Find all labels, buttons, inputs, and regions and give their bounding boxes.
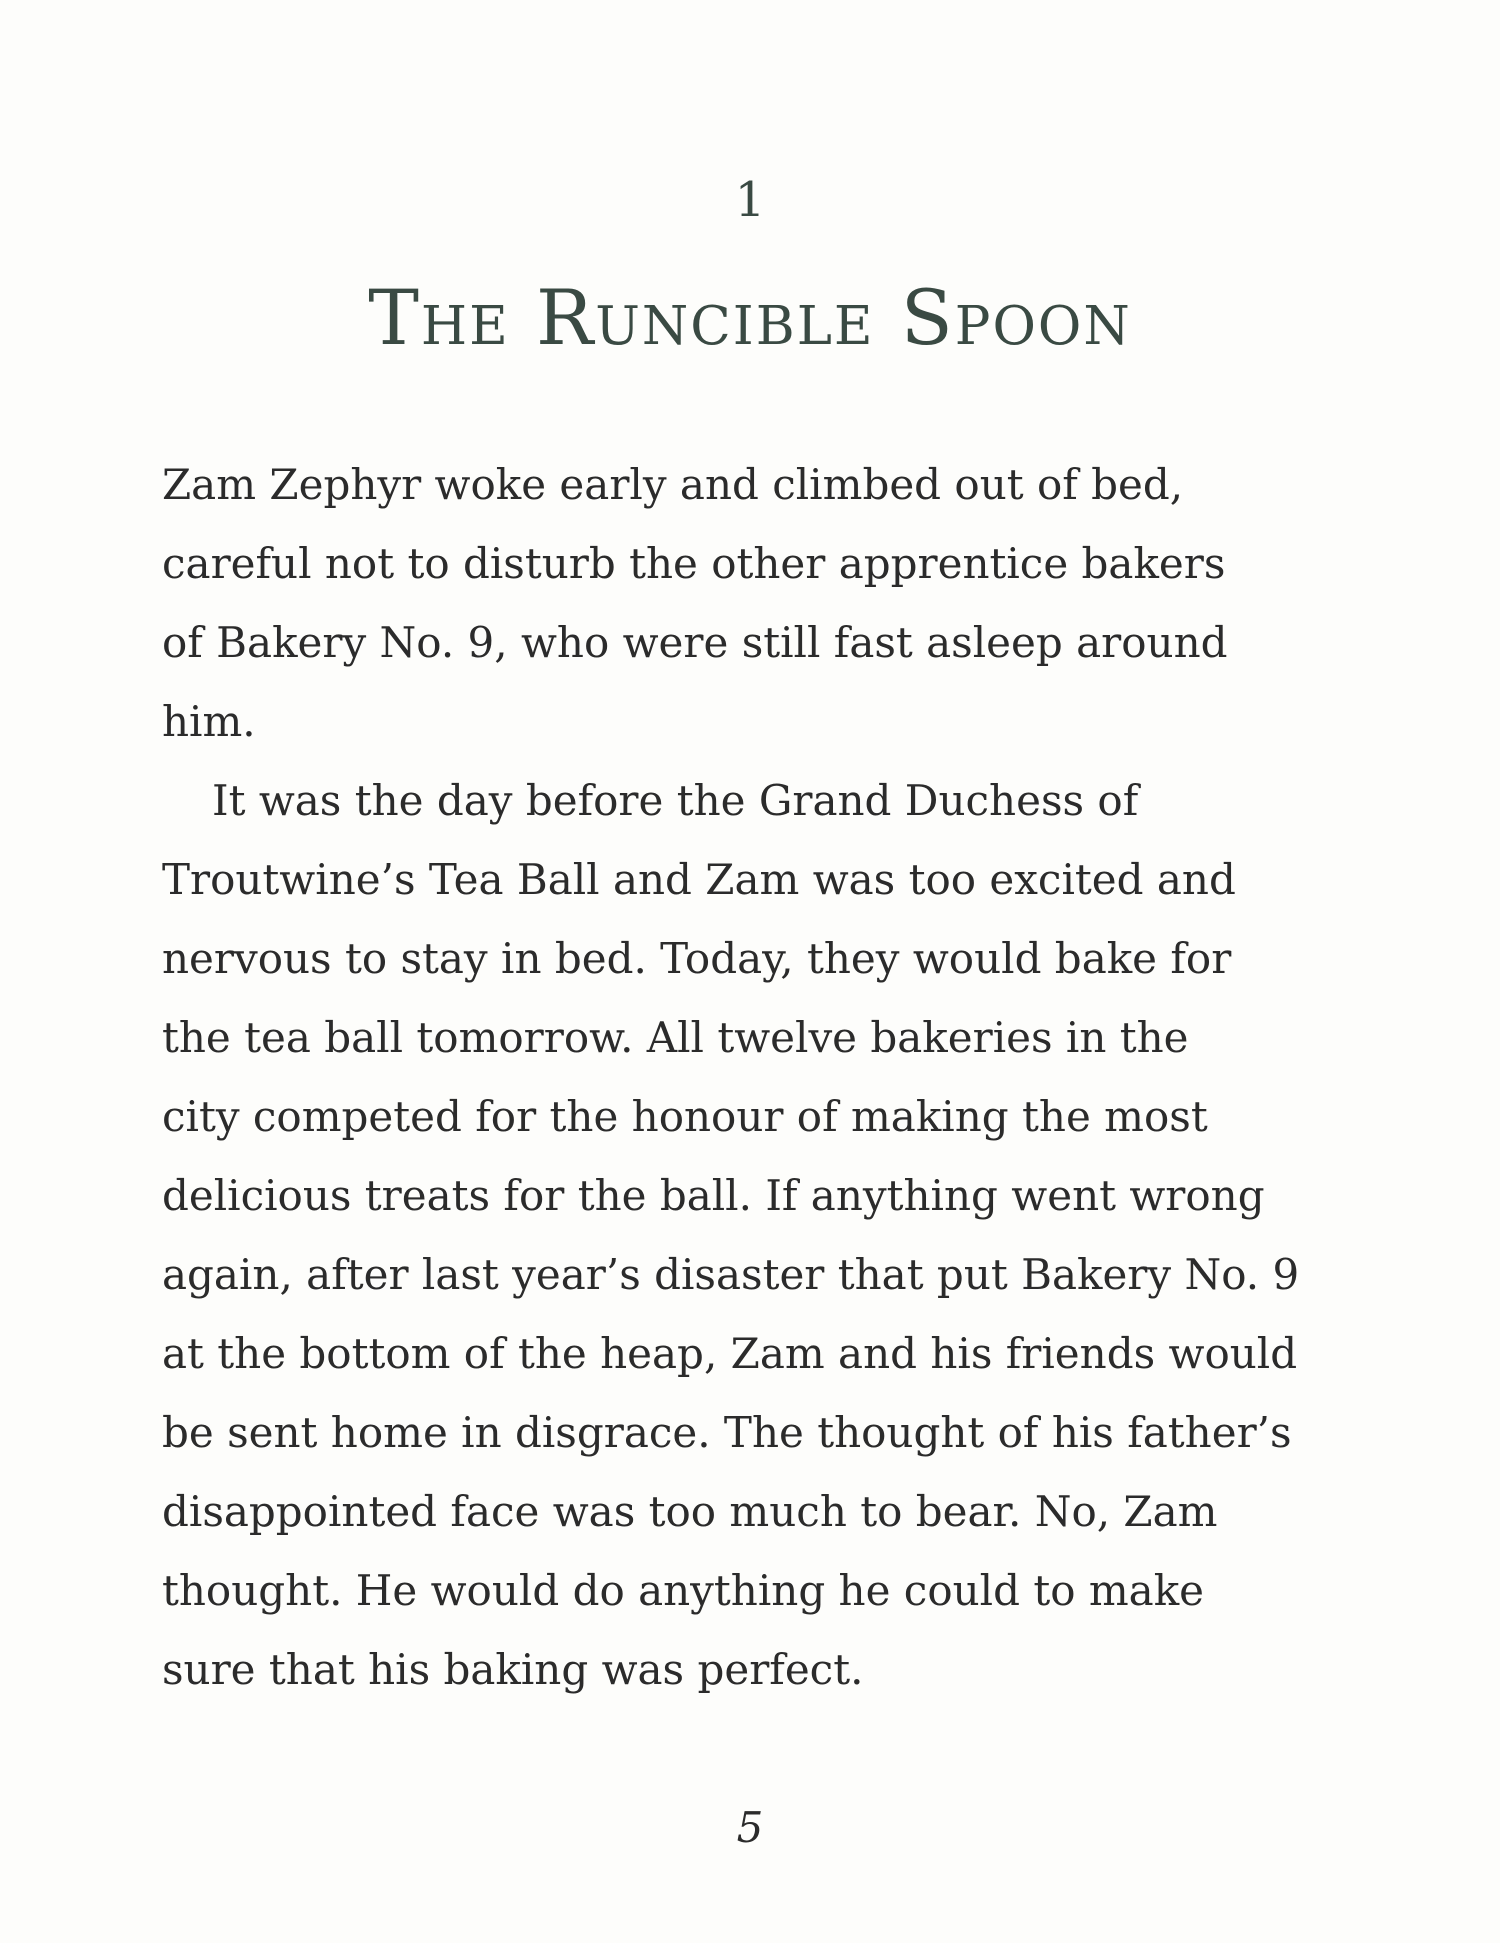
text-line: again, after last year’s disaster that put Bakery No. 9 bbox=[162, 1250, 1300, 1299]
text-line: nervous to stay in bed. Today, they would bake for bbox=[162, 934, 1232, 983]
chapter-body bbox=[162, 445, 1362, 1709]
chapter-title: The Runcible Spoon bbox=[368, 273, 1132, 362]
text-line: the tea ball tomorrow. All twelve bakeries in the bbox=[162, 1013, 1189, 1062]
text-line: him. bbox=[162, 697, 256, 746]
text-line: thought. He would do anything he could to make bbox=[162, 1566, 1205, 1615]
text-line: Troutwine’s Tea Ball and Zam was too excited and bbox=[162, 855, 1236, 904]
text-line: sure that his baking was perfect. bbox=[162, 1645, 864, 1694]
text-line: of Bakery No. 9, who were still fast asleep around bbox=[162, 618, 1228, 667]
page-number: 5 bbox=[736, 1803, 764, 1852]
text-line: disappointed face was too much to bear. No, Zam bbox=[162, 1487, 1218, 1536]
chapter-number: 1 bbox=[734, 172, 766, 228]
text-line: at the bottom of the heap, Zam and his friends would bbox=[162, 1329, 1298, 1378]
text-line: careful not to disturb the other apprentice bakers bbox=[162, 539, 1226, 588]
text-line: Zam Zephyr woke early and climbed out of bed, bbox=[162, 460, 1184, 509]
text-line: delicious treats for the ball. If anything went wrong bbox=[162, 1171, 1265, 1220]
text-line: city competed for the honour of making the most bbox=[162, 1092, 1208, 1141]
text-line: It was the day before the Grand Duchess of bbox=[212, 776, 1139, 825]
text-line: be sent home in disgrace. The thought of his father’s bbox=[162, 1408, 1292, 1457]
